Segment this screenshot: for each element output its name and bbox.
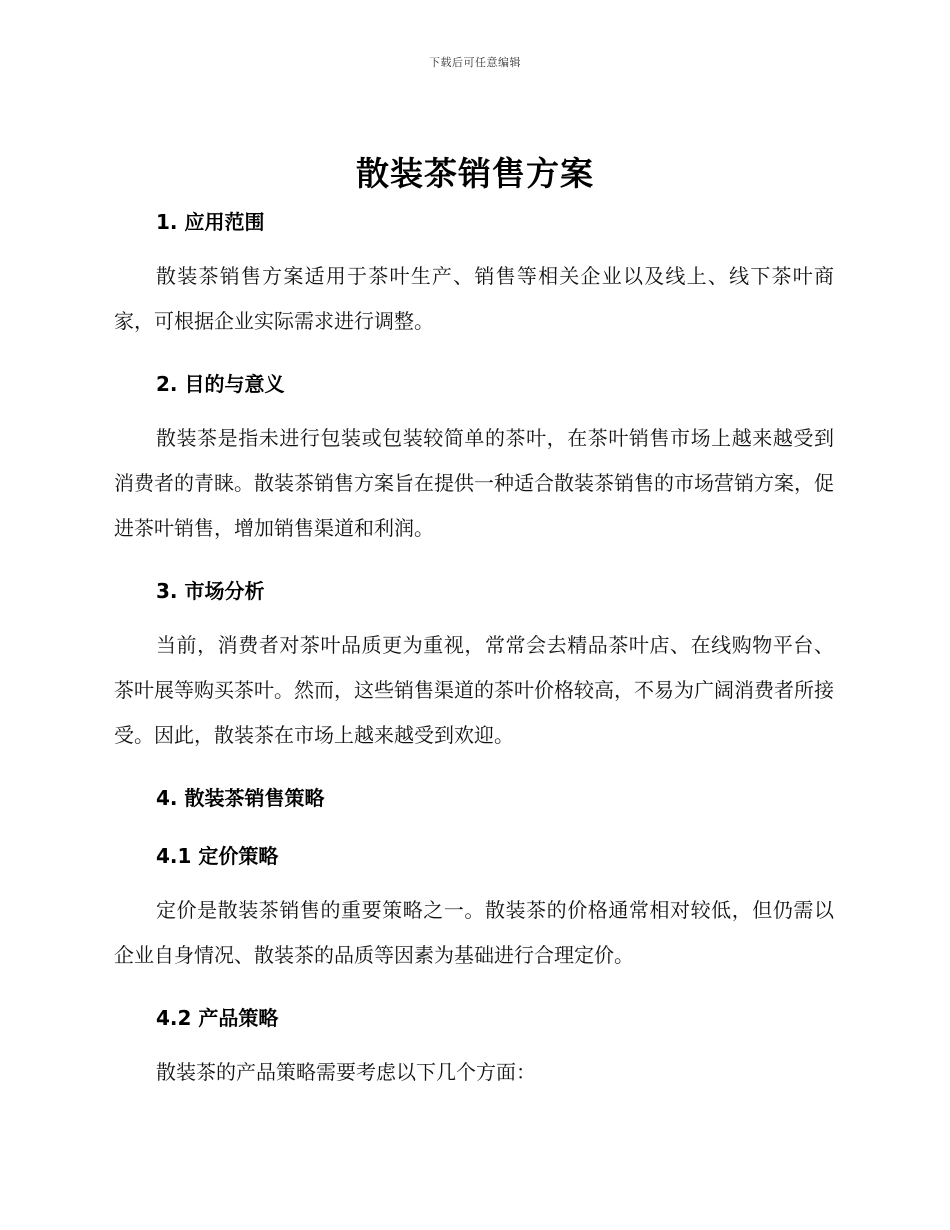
section-paragraph: 散装茶销售方案适用于茶叶生产、销售等相关企业以及线上、线下茶叶商家，可根据企业实际需求进行调整。 bbox=[114, 264, 834, 333]
section-heading: 4.2 产品策略 bbox=[156, 1006, 279, 1030]
section-4-2 bbox=[114, 1000, 834, 1095]
section-1 bbox=[114, 204, 834, 344]
section-heading: 4.1 定价策略 bbox=[156, 844, 279, 868]
section-heading: 4. 散装茶销售策略 bbox=[156, 786, 325, 810]
section-4-1 bbox=[114, 838, 834, 978]
section-paragraph: 散装茶的产品策略需要考虑以下几个方面： bbox=[156, 1060, 536, 1084]
section-paragraph: 定价是散装茶销售的重要策略之一。散装茶的价格通常相对较低，但仍需以企业自身情况、散装茶的品质等因素为基础进行合理定价。 bbox=[114, 898, 834, 967]
section-heading: 2. 目的与意义 bbox=[156, 372, 285, 396]
section-paragraph: 当前，消费者对茶叶品质更为重视，常常会去精品茶叶店、在线购物平台、茶叶展等购买茶叶。然而，这些销售渠道的茶叶价格较高，不易为广阔消费者所接受。因此，散装茶在市场上越来越受到欢迎。 bbox=[114, 633, 834, 747]
section-paragraph: 散装茶是指未进行包装或包装较简单的茶叶，在茶叶销售市场上越来越受到消费者的青睐。散装茶销售方案旨在提供一种适合散装茶销售的市场营销方案，促进茶叶销售，增加销售渠道和利润。 bbox=[114, 426, 834, 540]
document-body bbox=[114, 204, 834, 1095]
document-title: 散装茶销售方案 bbox=[356, 154, 594, 193]
section-4 bbox=[114, 780, 834, 816]
section-heading: 3. 市场分析 bbox=[156, 579, 265, 603]
section-2 bbox=[114, 366, 834, 551]
header-note: 下载后可任意编辑 bbox=[429, 56, 521, 69]
section-heading: 1. 应用范围 bbox=[156, 210, 265, 234]
section-3 bbox=[114, 573, 834, 758]
